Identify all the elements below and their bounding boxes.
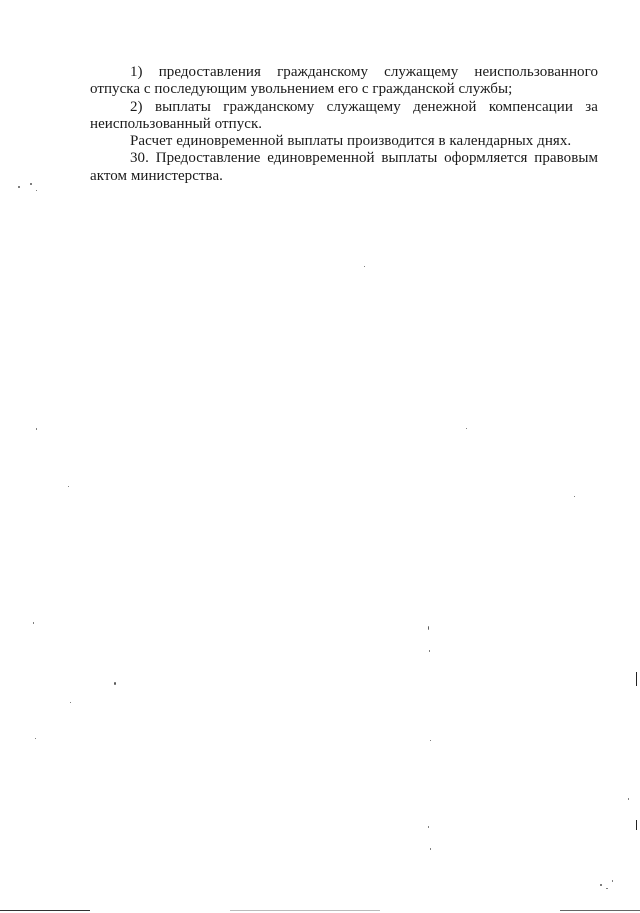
scan-speck — [36, 190, 37, 191]
scan-speck — [70, 702, 71, 703]
scan-bottom-edge — [230, 910, 380, 911]
scan-speck — [114, 682, 116, 685]
scan-speck — [600, 884, 602, 886]
scan-speck — [430, 740, 431, 741]
scan-speck — [18, 186, 20, 188]
scan-speck — [36, 428, 37, 430]
clause-30: 30. Предоставление единовременной выплаты оформляется правовым актом министерства. — [90, 150, 598, 184]
scan-edge-mark — [636, 820, 637, 830]
list-item-1: 1) предоставления гражданскому служащему неиспользованного отпуска с последующим увольнением его с гражданской службы; — [90, 64, 598, 98]
scan-speck — [429, 650, 430, 652]
scan-speck — [68, 486, 69, 487]
calculation-note: Расчет единовременной выплаты производится в календарных днях. — [130, 133, 572, 150]
scan-speck — [428, 626, 429, 630]
scan-speck — [606, 888, 608, 889]
scan-speck — [364, 266, 365, 267]
scan-speck — [466, 428, 467, 429]
scan-speck — [33, 622, 34, 624]
scan-bottom-edge — [560, 910, 640, 911]
scan-speck — [612, 880, 613, 882]
scan-speck — [430, 848, 431, 850]
scan-speck — [428, 826, 429, 828]
scan-speck — [30, 183, 32, 185]
list-item-2: 2) выплаты гражданскому служащему денежной компенсации за неиспользованный отпуск. — [90, 98, 598, 132]
scan-speck — [628, 798, 629, 800]
scan-bottom-edge — [0, 910, 90, 911]
scan-speck — [35, 738, 36, 739]
scan-edge-mark — [636, 672, 637, 686]
scan-speck — [574, 496, 575, 497]
document-body — [90, 64, 598, 185]
